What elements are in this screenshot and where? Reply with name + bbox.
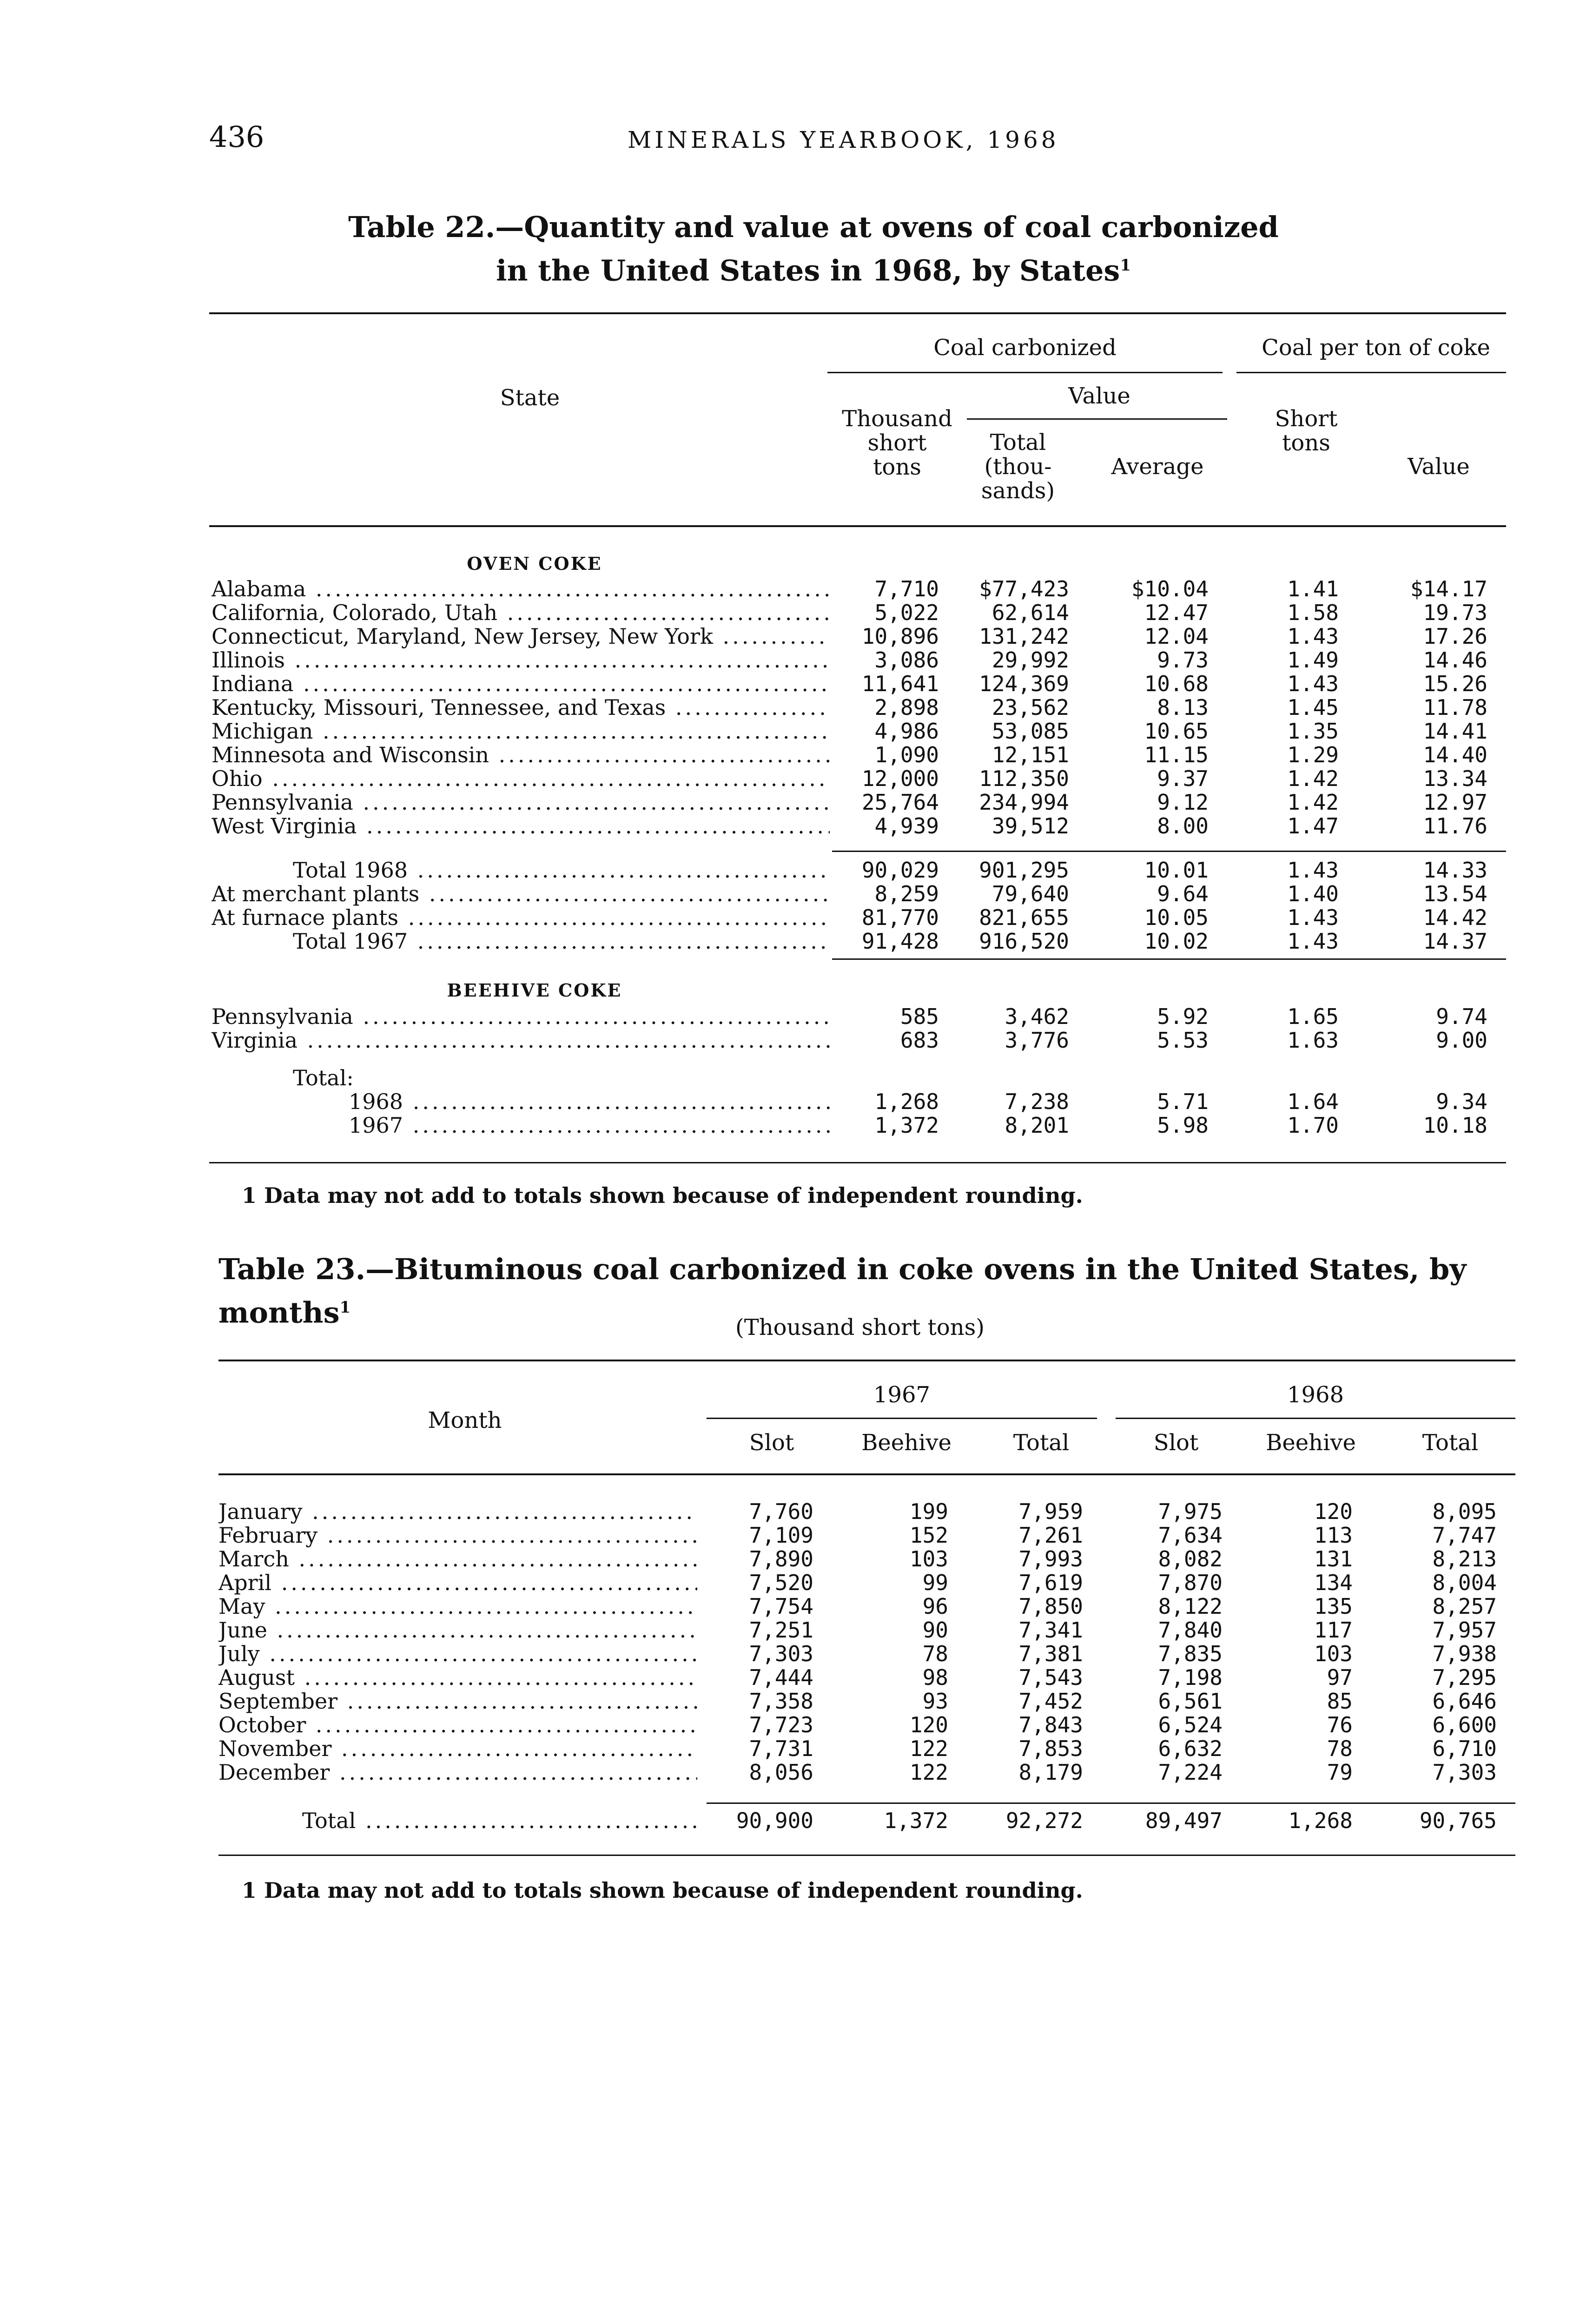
table23-row-s67: 7,303 [749, 1641, 813, 1666]
table22-row-total: 234,994 [979, 790, 1069, 815]
table23-header-slot-68: Slot [1153, 1430, 1199, 1456]
table22-total-row-tons: 8,259 [874, 881, 939, 906]
table23-row-s68: 7,224 [1158, 1760, 1223, 1785]
table23-row-b68: 76 [1327, 1712, 1353, 1737]
table22-total-row-value: 13.54 [1423, 881, 1487, 906]
table22-row-avg: $10.04 [1131, 576, 1209, 601]
table23-row-label: July ..... [218, 1641, 697, 1666]
table22-row-tons: 12,000 [861, 766, 939, 791]
hdr-thou: (thou- [984, 454, 1052, 480]
table22-row-short: 1.43 [1287, 624, 1339, 649]
table22-row-label: Indiana ..... [212, 671, 830, 696]
table23-subtitle: (Thousand short tons) [735, 1314, 985, 1340]
table22-row-value: 11.76 [1423, 813, 1487, 838]
table22-row-value: 19.73 [1423, 600, 1487, 625]
table23-row-b68: 79 [1327, 1760, 1353, 1785]
table22-total-row-short: 1.40 [1287, 881, 1339, 906]
table23-header-beehive-68: Beehive [1266, 1430, 1356, 1456]
table22-total-row-label: Total 1968 ..... [293, 858, 830, 883]
table22-total-row-tons: 90,029 [861, 858, 939, 883]
table23-row-s67: 7,358 [749, 1689, 813, 1714]
table22-bottom-rule [209, 1162, 1506, 1163]
hdr-tons2: tons [1282, 430, 1330, 456]
table22-total-row-total: 79,640 [991, 881, 1069, 906]
table22-beehive-row-label: Virginia ..... [212, 1028, 830, 1053]
table22-row-label: Minnesota and Wisconsin ..... [212, 742, 830, 767]
table22-row-total: 29,992 [991, 647, 1069, 673]
table23-row-b68: 97 [1327, 1665, 1353, 1690]
table22-header-value: Value [1408, 454, 1470, 480]
table23-row-b68: 113 [1314, 1523, 1353, 1548]
table22-row-value: 14.41 [1423, 719, 1487, 744]
table22-row-short: 1.43 [1287, 671, 1339, 696]
table22-header-total [958, 430, 1078, 503]
table22-total-row-total: 901,295 [979, 858, 1069, 883]
hdr-total: Total [990, 429, 1046, 456]
table23-top-rule [218, 1360, 1515, 1361]
table23-header-bottom-rule [218, 1473, 1515, 1475]
table23-row-label: October ..... [218, 1712, 697, 1737]
table22-row-avg: 8.13 [1157, 695, 1209, 720]
table23-row-s68: 6,632 [1158, 1736, 1223, 1761]
table22-total-row-avg: 9.64 [1157, 881, 1209, 906]
table23-row-t67: 7,619 [1018, 1570, 1083, 1595]
table22-header-thousand [827, 407, 967, 479]
table23-row-s67: 8,056 [749, 1760, 813, 1785]
table22-beehive-total-row-total: 8,201 [1005, 1113, 1069, 1138]
table22-row-short: 1.45 [1287, 695, 1339, 720]
table22-total-row-value: 14.33 [1423, 858, 1487, 883]
table23-row-label: April ..... [218, 1570, 697, 1595]
table22-row-short: 1.58 [1287, 600, 1339, 625]
table22-row-tons: 25,764 [861, 790, 939, 815]
table22-row-short: 1.35 [1287, 719, 1339, 744]
table22-beehive-row-avg: 5.92 [1157, 1004, 1209, 1029]
table22-beehive-row-label: Pennsylvania ..... [212, 1004, 830, 1029]
table23-row-b68: 120 [1314, 1499, 1353, 1524]
table23-row-label: March ..... [218, 1546, 697, 1571]
table23-title-note: 1 [339, 1298, 351, 1317]
table22-header-bottom-rule [209, 525, 1506, 527]
table23-row-s68: 7,870 [1158, 1570, 1223, 1595]
table23-row-label: January ..... [218, 1499, 697, 1524]
hdr-short2: Short [1275, 406, 1338, 432]
table23-row-s67: 7,109 [749, 1523, 813, 1548]
table22-row-avg: 10.65 [1144, 719, 1209, 744]
table22-total-row-avg: 10.01 [1144, 858, 1209, 883]
table22-row-short: 1.41 [1287, 576, 1339, 601]
table23-row-s67: 7,444 [749, 1665, 813, 1690]
table22-header-coal-carbonized: Coal carbonized [933, 335, 1117, 361]
table23-row-s68: 6,561 [1158, 1689, 1223, 1714]
table22-row-tons: 4,939 [874, 813, 939, 838]
table22-row-total: 23,562 [991, 695, 1069, 720]
table23-row-s67: 7,520 [749, 1570, 813, 1595]
table23-title-text: Table 23.—Bituminous coal carbonized in coke ovens in the United States, by months [218, 1252, 1467, 1330]
table22-total-row-short: 1.43 [1287, 929, 1339, 954]
table22-beehive-row-short: 1.63 [1287, 1028, 1339, 1053]
table22-total-row-label: At merchant plants ..... [212, 881, 830, 906]
table23-row-s67: 7,251 [749, 1618, 813, 1643]
table23-row-s68: 7,634 [1158, 1523, 1223, 1548]
table23-row-s67: 7,731 [749, 1736, 813, 1761]
table22-row-tons: 3,086 [874, 647, 939, 673]
table22-header-average: Average [1111, 454, 1204, 480]
table22-title-line1: Table 22.—Quantity and value at ovens of coal carbonized [348, 210, 1279, 244]
table22-row-short: 1.47 [1287, 813, 1339, 838]
table23-row-label: December ..... [218, 1760, 697, 1785]
table22-row-total: 131,242 [979, 624, 1069, 649]
table22-total-row-avg: 10.02 [1144, 929, 1209, 954]
table23-row-s68: 7,975 [1158, 1499, 1223, 1524]
table23-row-t67: 7,853 [1018, 1736, 1083, 1761]
table22-title-line2: in the United States in 1968, by States$^1$ [496, 253, 1131, 288]
table23-row-b67: 122 [909, 1760, 948, 1785]
table23-total-row-t67: 92,272 [1005, 1808, 1083, 1833]
table23-row-b68: 78 [1327, 1736, 1353, 1761]
table22-row-total: 53,085 [991, 719, 1069, 744]
table22-beehive-row-tons: 683 [900, 1028, 939, 1053]
table23-row-b67: 199 [909, 1499, 948, 1524]
table22-row-tons: 2,898 [874, 695, 939, 720]
table22-row-total: 112,350 [979, 766, 1069, 791]
table22-total-row-label: Total 1967 ..... [293, 929, 830, 954]
table23-row-b67: 90 [922, 1618, 948, 1643]
table23-row-b68: 117 [1314, 1618, 1353, 1643]
table23-row-s68: 8,082 [1158, 1546, 1223, 1571]
table23-header-total-68: Total [1422, 1430, 1479, 1456]
table23-row-t68: 7,303 [1432, 1760, 1497, 1785]
table23-row-s67: 7,760 [749, 1499, 813, 1524]
table23-row-t68: 8,213 [1432, 1546, 1497, 1571]
table23-row-t67: 7,543 [1018, 1665, 1083, 1690]
table23-header-1967: 1967 [873, 1382, 931, 1408]
table22-row-label: Illinois ..... [212, 647, 830, 673]
table23-row-b67: 93 [922, 1689, 948, 1714]
table23-row-t67: 8,179 [1018, 1760, 1083, 1785]
table22-row-value: 12.97 [1423, 790, 1487, 815]
table23-row-label: August ..... [218, 1665, 697, 1690]
table23-total-row-b68: 1,268 [1288, 1808, 1353, 1833]
table22-row-label: Connecticut, Maryland, New Jersey, New York ..... [212, 624, 830, 649]
table23-row-b67: 99 [922, 1570, 948, 1595]
table22-row-total: 39,512 [991, 813, 1069, 838]
table23-row-t67: 7,843 [1018, 1712, 1083, 1737]
table23-row-t68: 6,600 [1432, 1712, 1497, 1737]
table23-total-row-s67: 90,900 [736, 1808, 813, 1833]
table22-row-label: Pennsylvania ..... [212, 790, 830, 815]
table23-row-b68: 85 [1327, 1689, 1353, 1714]
table22-total-row-value: 14.37 [1423, 929, 1487, 954]
table23-row-label: September ..... [218, 1689, 697, 1714]
table22-header-rule-1 [827, 372, 1223, 373]
table23-row-b68: 103 [1314, 1641, 1353, 1666]
table22-total-row-avg: 10.05 [1144, 905, 1209, 930]
table23-row-label: February ..... [218, 1523, 697, 1548]
hdr-thousand: Thousand [842, 406, 952, 432]
table23-header-beehive-67: Beehive [861, 1430, 952, 1456]
table23-row-t67: 7,452 [1018, 1689, 1083, 1714]
table23-row-t68: 6,710 [1432, 1736, 1497, 1761]
table22-total-label: Total: [293, 1065, 354, 1090]
table22-row-avg: 9.12 [1157, 790, 1209, 815]
table22-beehive-row-total: 3,776 [1005, 1028, 1069, 1053]
table22-row-short: 1.42 [1287, 790, 1339, 815]
table23-header-1968: 1968 [1287, 1382, 1344, 1408]
table22-total-row-label: At furnace plants ..... [212, 905, 830, 930]
table23-row-s68: 7,840 [1158, 1618, 1223, 1643]
table23-row-b67: 98 [922, 1665, 948, 1690]
table23-row-b68: 131 [1314, 1546, 1353, 1571]
table22-subtotal-rule [832, 851, 1506, 852]
table23-row-s67: 7,723 [749, 1712, 813, 1737]
table22-row-avg: 8.00 [1157, 813, 1209, 838]
table22-total-row-total: 821,655 [979, 905, 1069, 930]
page-number: 436 [209, 120, 264, 154]
table22-row-label: Michigan ..... [212, 719, 830, 744]
table23-row-b67: 103 [909, 1546, 948, 1571]
table22-beehive-total-row-value: 9.34 [1436, 1089, 1487, 1114]
table23-row-b67: 120 [909, 1712, 948, 1737]
table22-row-avg: 9.73 [1157, 647, 1209, 673]
table23-header-total-67: Total [1013, 1430, 1070, 1456]
table23-row-t67: 7,261 [1018, 1523, 1083, 1548]
table23-row-b67: 96 [922, 1594, 948, 1619]
table23-row-t68: 7,957 [1432, 1618, 1497, 1643]
table22-row-value: 14.46 [1423, 647, 1487, 673]
table22-row-total: 124,369 [979, 671, 1069, 696]
table22-beehive-row-short: 1.65 [1287, 1004, 1339, 1029]
table23-row-b67: 152 [909, 1523, 948, 1548]
table22-header-state: State [500, 385, 560, 411]
table22-beehive-row-value: 9.00 [1436, 1028, 1487, 1053]
table23-row-t67: 7,341 [1018, 1618, 1083, 1643]
hdr-short: short [867, 430, 927, 456]
table23-row-s68: 7,198 [1158, 1665, 1223, 1690]
table22-row-value: 14.40 [1423, 742, 1487, 767]
table22-top-rule [209, 312, 1506, 314]
table22-row-short: 1.29 [1287, 742, 1339, 767]
table23-row-b67: 78 [922, 1641, 948, 1666]
table22-header-coal-per-ton: Coal per ton of coke [1262, 335, 1490, 361]
table22-beehive-row-avg: 5.53 [1157, 1028, 1209, 1053]
table22-row-value: 17.26 [1423, 624, 1487, 649]
table22-row-tons: 5,022 [874, 600, 939, 625]
table22-title [279, 208, 1348, 290]
table23-row-t68: 8,257 [1432, 1594, 1497, 1619]
hdr-tons: tons [873, 454, 921, 480]
table23-row-b68: 134 [1314, 1570, 1353, 1595]
table22-row-total: 12,151 [991, 742, 1069, 767]
table22-row-label: Kentucky, Missouri, Tennessee, and Texas ..... [212, 695, 830, 720]
table22-row-value: 15.26 [1423, 671, 1487, 696]
table22-beehive-total-row-value: 10.18 [1423, 1113, 1487, 1138]
table23-row-t67: 7,381 [1018, 1641, 1083, 1666]
table23-total-row-label: Total ..... [302, 1808, 697, 1833]
table23-header-slot-67: Slot [749, 1430, 794, 1456]
table22-row-avg: 10.68 [1144, 671, 1209, 696]
table22-header-rule-2 [1236, 372, 1506, 373]
table22-row-tons: 1,090 [874, 742, 939, 767]
table22-beehive-total-row-label: 1967 ..... [349, 1113, 830, 1138]
table22-row-tons: 11,641 [861, 671, 939, 696]
table22-row-short: 1.49 [1287, 647, 1339, 673]
table22-header-short-tons [1255, 407, 1357, 455]
table22-row-label: California, Colorado, Utah ..... [212, 600, 830, 625]
table22-beehive-total-row-total: 7,238 [1005, 1089, 1069, 1114]
table22-total-row-value: 14.42 [1423, 905, 1487, 930]
table23-total-row-t68: 90,765 [1419, 1808, 1497, 1833]
table23-row-b68: 135 [1314, 1594, 1353, 1619]
table22-total-row-tons: 91,428 [861, 929, 939, 954]
table22-total-row-short: 1.43 [1287, 905, 1339, 930]
table22-header-rule-3 [967, 418, 1227, 420]
table22-row-tons: 10,896 [861, 624, 939, 649]
table22-beehive-row-value: 9.74 [1436, 1004, 1487, 1029]
table22-beehive-total-row-tons: 1,372 [874, 1113, 939, 1138]
table22-header-value-group: Value [1068, 383, 1130, 409]
table23-row-label: November ..... [218, 1736, 697, 1761]
table22-row-value: $14.17 [1410, 576, 1487, 601]
table22-row-label: West Virginia ..... [212, 813, 830, 838]
table22-beehive-total-row-avg: 5.98 [1157, 1113, 1209, 1138]
table22-row-tons: 7,710 [874, 576, 939, 601]
table22-row-avg: 12.04 [1144, 624, 1209, 649]
table23-row-label: June ..... [218, 1618, 697, 1643]
table23-row-t67: 7,993 [1018, 1546, 1083, 1571]
table22-beehive-row-tons: 585 [900, 1004, 939, 1029]
table23-row-t68: 8,004 [1432, 1570, 1497, 1595]
table22-footnote: 1 Data may not add to totals shown because of independent rounding. [242, 1183, 1083, 1208]
table22-row-avg: 12.47 [1144, 600, 1209, 625]
table22-row-avg: 11.15 [1144, 742, 1209, 767]
table23-row-t68: 7,938 [1432, 1641, 1497, 1666]
table22-beehive-total-row-short: 1.70 [1287, 1113, 1339, 1138]
table22-row-total: 62,614 [991, 600, 1069, 625]
table23-row-t68: 8,095 [1432, 1499, 1497, 1524]
table23-row-b67: 122 [909, 1736, 948, 1761]
table23-total-rule [707, 1802, 1515, 1804]
table23-total-row-s68: 89,497 [1145, 1808, 1223, 1833]
table22-row-avg: 9.37 [1157, 766, 1209, 791]
table23-footnote: 1 Data may not add to totals shown because of independent rounding. [242, 1878, 1083, 1903]
section-beehive-coke: BEEHIVE COKE [447, 980, 622, 1001]
table22-row-value: 11.78 [1423, 695, 1487, 720]
table22-beehive-total-row-avg: 5.71 [1157, 1089, 1209, 1114]
table22-section-rule [832, 958, 1506, 960]
table23-total-row-b67: 1,372 [884, 1808, 948, 1833]
table22-title-note: 1 [1120, 256, 1131, 275]
table22-row-label: Ohio ..... [212, 766, 830, 791]
table23-bottom-rule [218, 1855, 1515, 1856]
table22-beehive-total-row-tons: 1,268 [874, 1089, 939, 1114]
table22-row-total: $77,423 [979, 576, 1069, 601]
table23-rule-1967 [707, 1418, 1097, 1419]
table22-total-row-tons: 81,770 [861, 905, 939, 930]
table23-row-t68: 7,295 [1432, 1665, 1497, 1690]
table22-beehive-total-row-label: 1968 ..... [349, 1089, 830, 1114]
table23-row-t68: 6,646 [1432, 1689, 1497, 1714]
table23-row-s67: 7,754 [749, 1594, 813, 1619]
table23-row-s68: 7,835 [1158, 1641, 1223, 1666]
table22-beehive-row-total: 3,462 [1005, 1004, 1069, 1029]
table23-rule-1968 [1116, 1418, 1515, 1419]
table22-total-row-short: 1.43 [1287, 858, 1339, 883]
table22-row-value: 13.34 [1423, 766, 1487, 791]
table23-row-t68: 7,747 [1432, 1523, 1497, 1548]
table23-row-s68: 6,524 [1158, 1712, 1223, 1737]
table23-row-s68: 8,122 [1158, 1594, 1223, 1619]
table22-row-short: 1.42 [1287, 766, 1339, 791]
table23-row-t67: 7,959 [1018, 1499, 1083, 1524]
table23-header-month: Month [428, 1407, 502, 1433]
running-head: MINERALS YEARBOOK, 1968 [628, 126, 1059, 153]
table23-row-label: May ..... [218, 1594, 697, 1619]
table22-row-tons: 4,986 [874, 719, 939, 744]
table22-total-row-total: 916,520 [979, 929, 1069, 954]
table22-beehive-total-row-short: 1.64 [1287, 1089, 1339, 1114]
section-oven-coke: OVEN COKE [467, 553, 602, 574]
table23-row-s67: 7,890 [749, 1546, 813, 1571]
table22-row-label: Alabama ..... [212, 576, 830, 601]
table23-row-t67: 7,850 [1018, 1594, 1083, 1619]
hdr-sands: sands) [981, 478, 1055, 504]
